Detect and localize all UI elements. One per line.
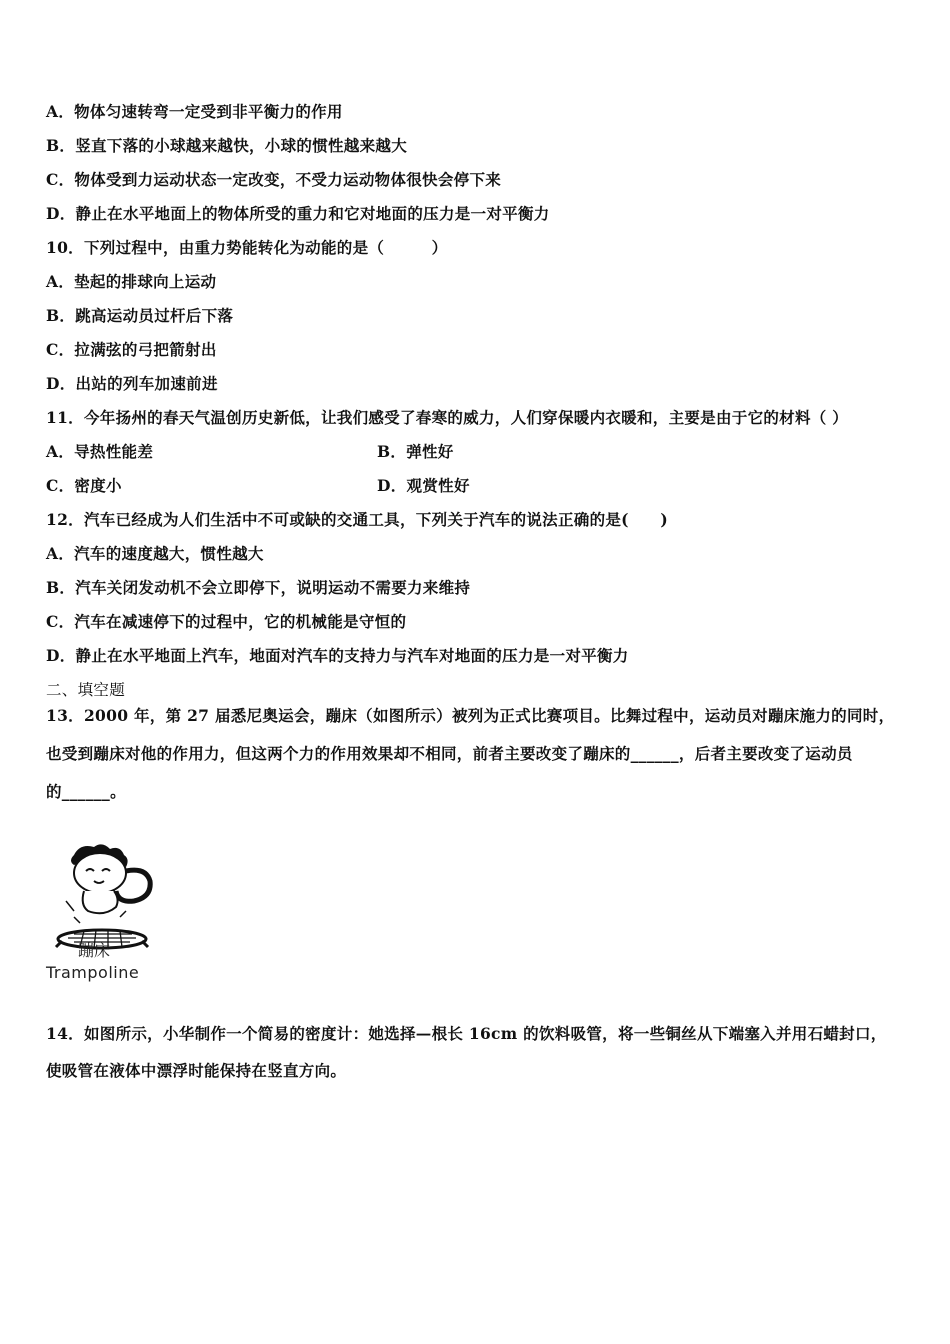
q13-line-3: 的______。 [46, 782, 126, 801]
q12-option-d: D．静止在水平地面上汽车，地面对汽车的支持力与汽车对地面的压力是一对平衡力 [46, 646, 629, 665]
q9-option-c: C．物体受到力运动状态一定改变，不受力运动物体很快会停下来 [46, 170, 502, 189]
q11-stem: 11．今年扬州的春天气温创历史新低，让我们感受了春寒的威力，人们穿保暖内衣暖和，主要是由于它的材料（ ） [46, 408, 849, 427]
q11-option-d: D．观赏性好 [377, 476, 470, 495]
q11-option-c: C．密度小 [46, 476, 122, 495]
q10-option-b: B．跳高运动员过杆后下落 [46, 306, 234, 325]
q14-line-2: 使吸管在液体中漂浮时能保持在竖直方向。 [46, 1061, 347, 1080]
q10-option-a: A．垫起的排球向上运动 [46, 272, 217, 291]
q10-option-d: D．出站的列车加速前进 [46, 374, 218, 393]
q12-stem: 12．汽车已经成为人们生活中不可或缺的交通工具，下列关于汽车的说法正确的是( ) [46, 510, 669, 529]
q13-line-2: 也受到蹦床对他的作用力，但这两个力的作用效果却不相同，前者主要改变了蹦床的______，后者主要改变了运动员 [46, 744, 853, 763]
q13-line-1: 13．2000 年，第 27 届悉尼奥运会，蹦床（如图所示）被列为正式比赛项目。比舞过程中，运动员对蹦床施力的同时， [46, 706, 895, 725]
q10-stem: 10．下列过程中，由重力势能转化为动能的是（ ） [46, 238, 448, 257]
q11-option-a: A．导热性能差 [46, 442, 154, 461]
q11-option-b: B．弹性好 [377, 442, 454, 461]
q10-option-c: C．拉满弦的弓把箭射出 [46, 340, 217, 359]
figure-caption-english: Trampoline [46, 963, 140, 982]
q12-option-a: A．汽车的速度越大，惯性越大 [46, 544, 264, 563]
q12-option-b: B．汽车关闭发动机不会立即停下，说明运动不需要力来维持 [46, 578, 471, 597]
q9-option-a: A．物体匀速转弯一定受到非平衡力的作用 [46, 102, 343, 121]
q9-option-b: B．竖直下落的小球越来越快，小球的惯性越来越大 [46, 136, 408, 155]
q9-option-d: D．静止在水平地面上的物体所受的重力和它对地面的压力是一对平衡力 [46, 204, 550, 223]
q12-option-c: C．汽车在减速停下的过程中，它的机械能是守恒的 [46, 612, 407, 631]
figure-caption-chinese: 蹦床 [78, 941, 111, 960]
q14-line-1: 14．如图所示，小华制作一个简易的密度计：她选择—根长 16cm 的饮料吸管，将一些铜丝从下端塞入并用石蜡封口， [46, 1024, 887, 1043]
section-heading: 二、填空题 [46, 681, 126, 699]
